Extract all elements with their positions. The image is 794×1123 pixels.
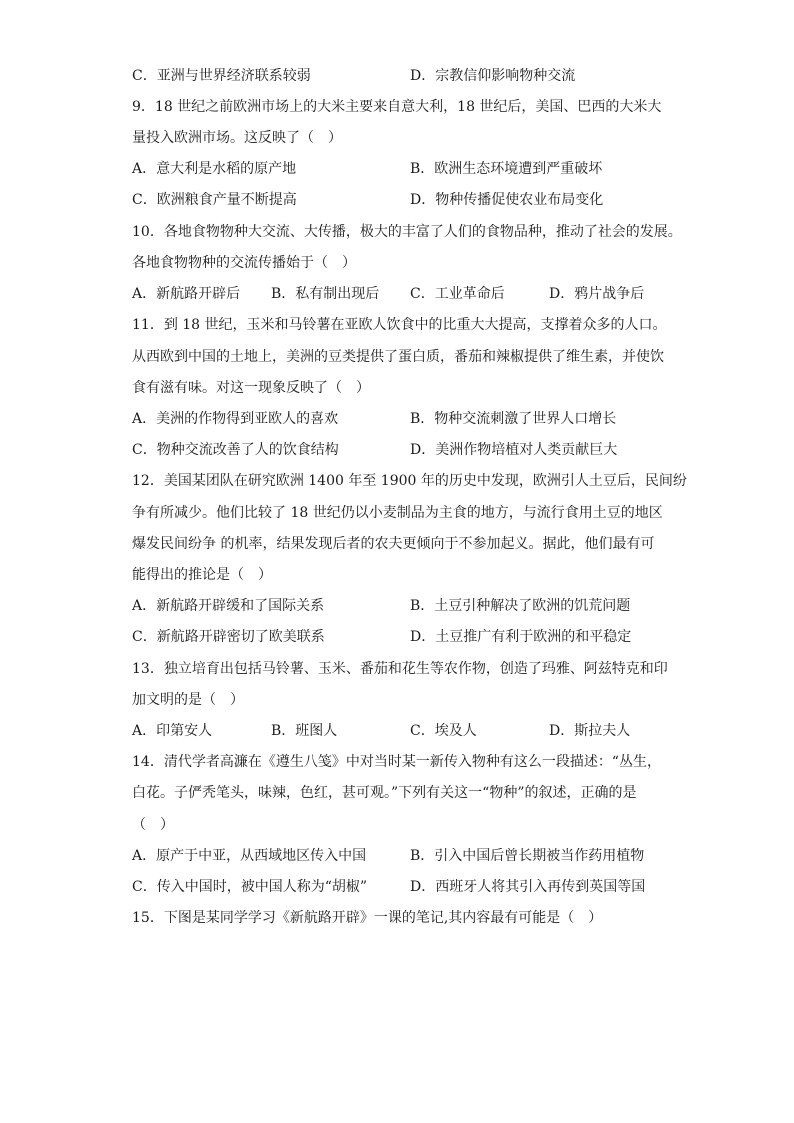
q13-option-b: B．班图人 xyxy=(271,723,338,739)
q11-stem-line: 11．到 18 世纪，玉米和马铃薯在亚欧人饮食中的比重大大提高，支撑着众多的人口。 xyxy=(132,317,667,333)
q13-stem-line: 加文明的是（ ） xyxy=(132,692,244,708)
q12-stem-line: 12．美国某团队在研究欧洲 1400 年至 1900 年的历史中发现，欧洲引人土豆后，民间纷 xyxy=(132,473,687,489)
q12-stem-line: 能得出的推论是（ ） xyxy=(132,567,272,583)
q9-option-d: D．物种传播促使农业布局变化 xyxy=(410,192,604,208)
q9-option-c: C．欧洲粮食产量不断提高 xyxy=(132,192,297,208)
q13-option-a: A．印第安人 xyxy=(132,723,213,739)
q11-option-c: C．物种交流改善了人的饮食结构 xyxy=(132,442,339,458)
q11-option-b: B．物种交流刺激了世界人口增长 xyxy=(410,411,617,427)
q14-option-d: D．西班牙人将其引入再传到英国等国 xyxy=(410,879,646,895)
q8-option-c: C．亚洲与世界经济联系较弱 xyxy=(132,68,311,84)
q10-option-a: A．新航路开辟后 xyxy=(132,286,241,302)
q14-option-a: A．原产于中亚，从西域地区传入中国 xyxy=(132,848,367,864)
q10-option-c: C．工业革命后 xyxy=(410,286,505,302)
q14-stem-line: 14．清代学者高濂在《遵生八笺》中对当时某一新传入物种有这么一段描述：“丛生， xyxy=(132,754,661,770)
q14-option-c: C．传入中国时，被中国人称为“胡椒” xyxy=(132,879,368,895)
q15-stem-line: 15．下图是某同学学习《新航路开辟》一课的笔记,其内容最有可能是（ ） xyxy=(132,910,603,926)
q11-stem-line: 食有滋有味。对这一现象反映了（ ） xyxy=(132,380,370,396)
q8-option-d: D．宗教信仰影响物种交流 xyxy=(410,68,576,84)
q13-option-c: C．埃及人 xyxy=(410,723,477,739)
q10-option-b: B．私有制出现后 xyxy=(271,286,380,302)
q12-option-a: A．新航路开辟缓和了国际关系 xyxy=(132,598,325,614)
q12-option-c: C．新航路开辟密切了欧美联系 xyxy=(132,629,325,645)
q9-stem-line: 9．18 世纪之前欧洲市场上的大米主要来自意大利，18 世纪后，美国、巴西的大米大 xyxy=(132,99,662,115)
q11-option-a: A．美洲的作物得到亚欧人的喜欢 xyxy=(132,411,339,427)
q11-option-d: D．美洲作物培植对人类贡献巨大 xyxy=(410,442,618,458)
q9-stem-line: 量投入欧洲市场。这反映了（ ） xyxy=(132,130,342,146)
q10-option-d: D．鸦片战争后 xyxy=(549,286,645,302)
q12-stem-line: 争有所减少。他们比较了 18 世纪仍以小麦制品为主食的地方，与流行食用土豆的地区 xyxy=(132,505,663,521)
q13-stem-line: 13．独立培育出包括马铃薯、玉米、番茄和花生等农作物，创造了玛雅、阿兹特克和印 xyxy=(132,661,668,677)
q12-option-d: D．土豆推广有利于欧洲的和平稳定 xyxy=(410,629,632,645)
q14-stem-line: 白花。子俨秃笔头，味辣，色红，甚可观。”下列有关这一“物种”的叙述，正确的是 xyxy=(132,785,637,801)
q12-stem-line: 爆发民间纷争 的机率，结果发现后者的农夫更倾向于不参加起义。据此，他们最有可 xyxy=(132,536,655,552)
q14-option-b: B．引入中国后曾长期被当作药用植物 xyxy=(410,848,645,864)
q10-stem-line: 10．各地食物物种大交流、大传播，极大的丰富了人们的食物品种，推动了社会的发展。 xyxy=(132,224,682,240)
q11-stem-line: 从西欧到中国的土地上，美洲的豆类提供了蛋白质，番茄和辣椒提供了维生素，并使饮 xyxy=(132,349,664,365)
q10-stem-line: 各地食物物种的交流传播始于（ ） xyxy=(132,255,356,271)
q13-option-d: D．斯拉夫人 xyxy=(549,723,631,739)
q9-option-b: B．欧洲生态环境遭到严重破坏 xyxy=(410,161,603,177)
q12-option-b: B．土豆引种解决了欧洲的饥荒问题 xyxy=(410,598,631,614)
q14-stem-line: （ ） xyxy=(132,817,174,833)
q9-option-a: A．意大利是水稻的原产地 xyxy=(132,161,297,177)
